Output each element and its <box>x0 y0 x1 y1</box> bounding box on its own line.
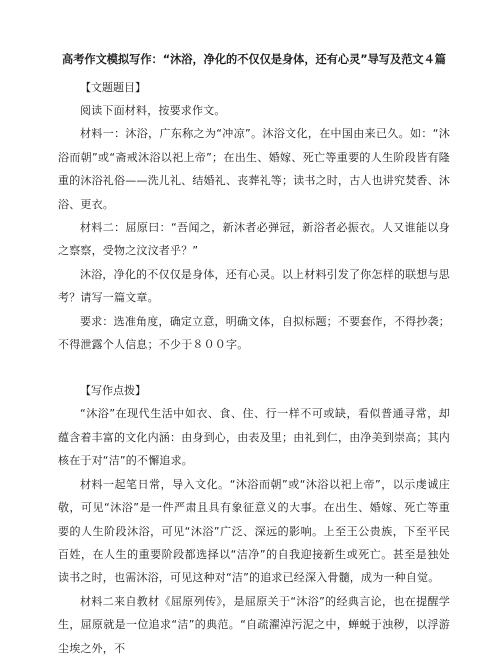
paragraph: 要求：选准角度，确定立意，明确文体，自拟标题；不要套作，不得抄袭；不得泄露个人信息；不少于８００字。 <box>58 314 450 352</box>
document-title: 高考作文模拟写作：“沐浴，净化的不仅仅是身体，还有心灵”导写及范文４篇 <box>62 53 446 66</box>
paragraph: 材料一起笔日常，导入文化。“沐浴而朝”或“沐浴以祀上帝”，以示虔诚庄敬，可见“沐浴”是一件严肃且具有象征意义的大事。在出生、婚嫁、死亡等重要的人生阶段沐浴，可见“沐浴”广泛、深远的影响。上至王公贵族，下至平民百姓，在人生的重要阶段都选择以“洁净”的自我迎接新生或死亡。甚至是独处读书之时，也需沐浴，可见这种对“洁”的追求已经深入骨髓，成为一种自觉。 <box>58 477 450 585</box>
paragraph: 材料二来自教材《屈原列传》，是屈原关于“沐浴”的经典言论，也在提醒学生，屈原就是一位追求“洁”的典范。“自疏濯淖污泥之中，蝉蜕于浊秽，以浮游尘埃之外，不 <box>58 594 450 655</box>
paragraph: 沐浴，净化的不仅仅是身体，还有心灵。以上材料引发了你怎样的联想与思考？请写一篇文章。 <box>58 267 450 305</box>
section-gap <box>58 356 450 379</box>
paragraph: 阅读下面材料，按要求作文。 <box>80 104 226 117</box>
paragraph: 材料二：屈原曰：“吾闻之，新沐者必弹冠，新浴者必振衣。人又谁能以身之察察，受物之汶汶者乎？” <box>58 221 450 258</box>
document-page <box>58 50 450 660</box>
paragraph: “沐浴”在现代生活中如衣、食、住、行一样不可或缺，看似普通寻常，却蕴含着丰富的文化内涵：由身到心，由表及里；由礼到仁，由净美到崇高；其内核在于对“洁”的不懈追求。 <box>58 407 450 468</box>
paragraph: 材料一：沐浴，广东称之为“冲凉”。沐浴文化，在中国由来已久。如：“沐浴而朝”或“斋戒沐浴以祀上帝”；在出生、婚嫁、死亡等重要的人生阶段皆有隆重的沐浴礼俗——洗儿礼、结婚礼、丧葬礼等；读书之时，古人也讲究焚香、沐浴、更衣。 <box>58 127 450 211</box>
section-heading-prompt: 【文题题目】 <box>80 81 146 94</box>
section-heading-guidance: 【写作点拨】 <box>80 384 146 398</box>
